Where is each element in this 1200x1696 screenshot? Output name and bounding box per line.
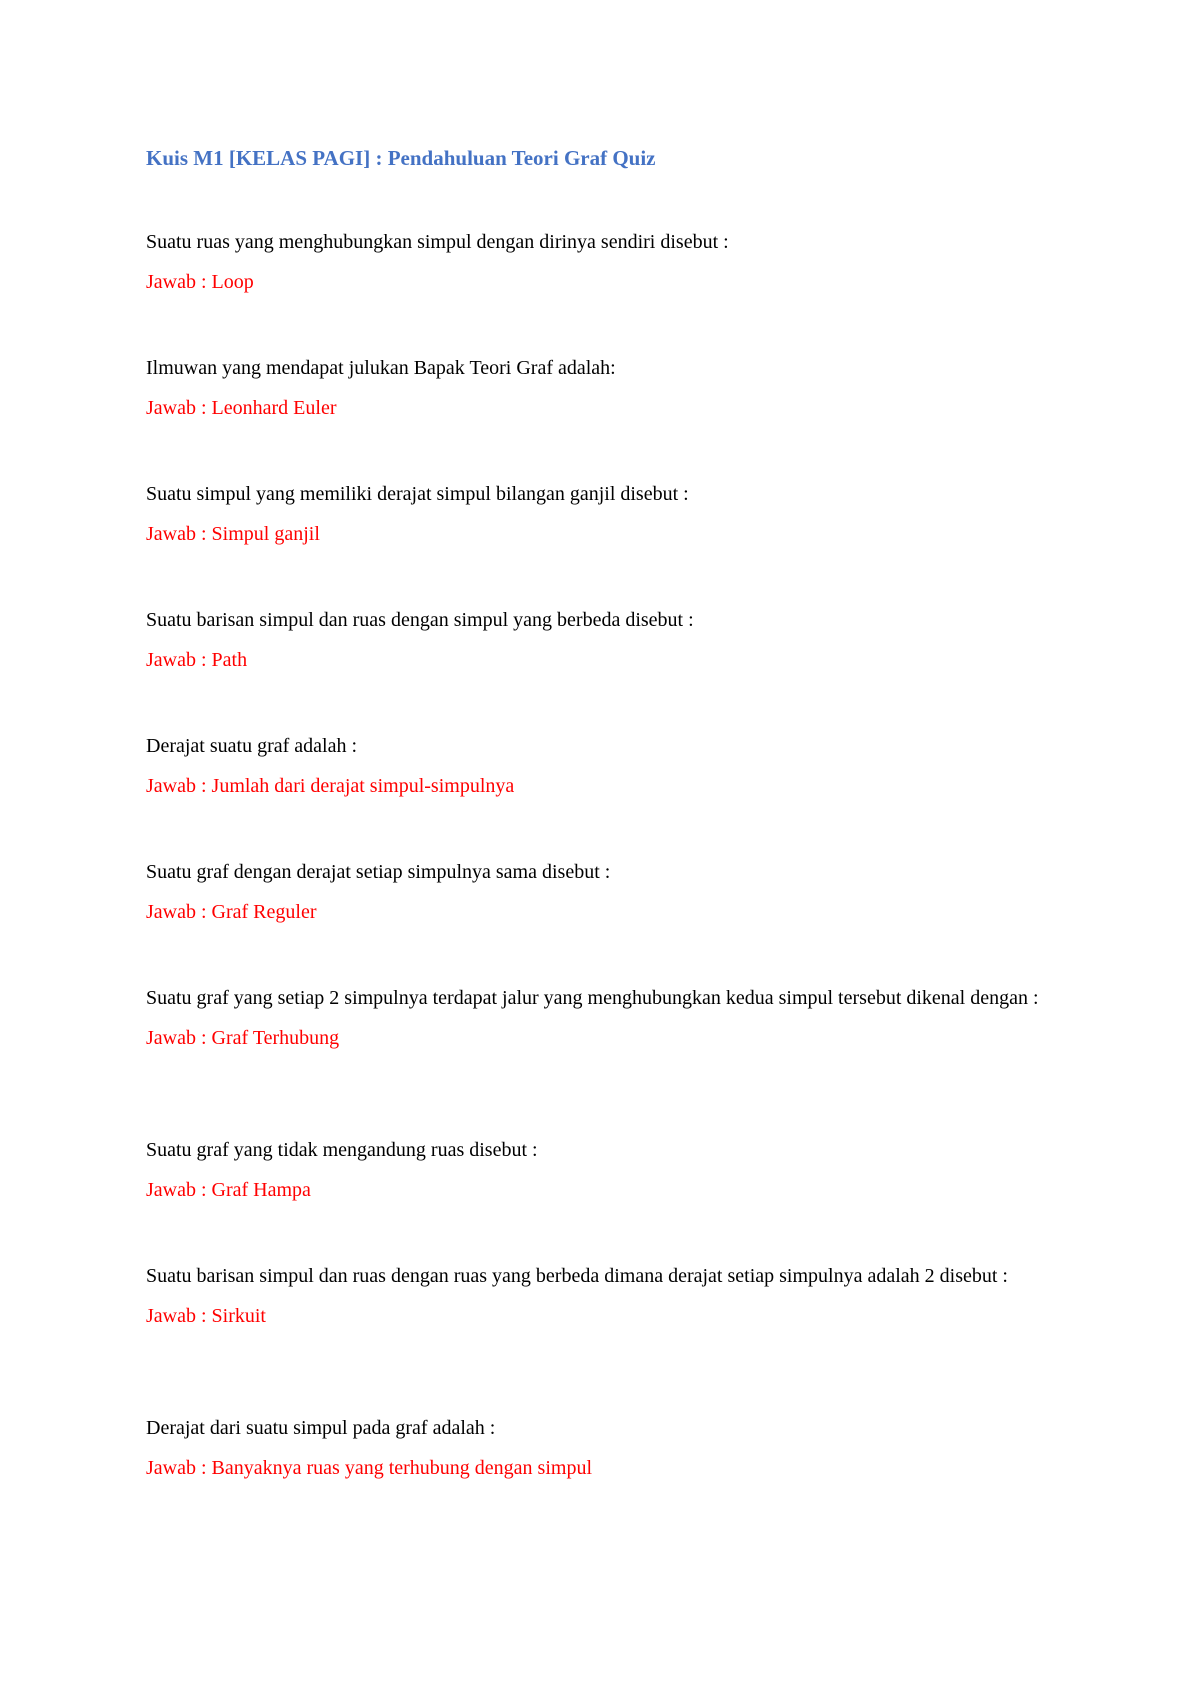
qa-item-2 xyxy=(146,355,1076,421)
answer-text: Jawab : Graf Hampa xyxy=(146,1179,311,1201)
answer-text: Jawab : Graf Reguler xyxy=(146,901,317,923)
question-text: Suatu graf dengan derajat setiap simpulnya sama disebut : xyxy=(146,861,611,883)
question-text: Derajat suatu graf adalah : xyxy=(146,735,358,757)
question-text: Suatu simpul yang memiliki derajat simpul bilangan ganjil disebut : xyxy=(146,483,689,505)
answer-text: Jawab : Banyaknya ruas yang terhubung dengan simpul xyxy=(146,1457,593,1479)
qa-item-3 xyxy=(146,481,1076,547)
answer-text: Jawab : Simpul ganjil xyxy=(146,523,320,545)
answer-text: Jawab : Graf Terhubung xyxy=(146,1027,340,1049)
qa-item-9 xyxy=(146,1263,1076,1329)
answer-text: Jawab : Sirkuit xyxy=(146,1305,266,1327)
answer-text: Jawab : Leonhard Euler xyxy=(146,397,337,419)
qa-item-1 xyxy=(146,229,1076,295)
document-title: Kuis M1 [KELAS PAGI] : Pendahuluan Teori Graf Quiz xyxy=(146,146,656,170)
qa-item-8 xyxy=(146,1137,1076,1203)
qa-item-10 xyxy=(146,1415,1076,1481)
question-text: Suatu barisan simpul dan ruas dengan simpul yang berbeda disebut : xyxy=(146,609,694,631)
document-page xyxy=(146,0,1076,1696)
qa-item-7 xyxy=(146,985,1076,1051)
answer-text: Jawab : Jumlah dari derajat simpul-simpulnya xyxy=(146,775,515,797)
question-text: Suatu graf yang tidak mengandung ruas disebut : xyxy=(146,1139,538,1161)
answer-text: Jawab : Path xyxy=(146,649,248,671)
question-text: Suatu barisan simpul dan ruas dengan ruas yang berbeda dimana derajat setiap simpulnya adalah 2 disebut : xyxy=(146,1265,1008,1287)
question-text: Suatu ruas yang menghubungkan simpul dengan dirinya sendiri disebut : xyxy=(146,231,729,253)
question-text: Derajat dari suatu simpul pada graf adalah : xyxy=(146,1417,496,1439)
qa-item-6 xyxy=(146,859,1076,925)
question-text: Ilmuwan yang mendapat julukan Bapak Teori Graf adalah: xyxy=(146,357,616,379)
question-text: Suatu graf yang setiap 2 simpulnya terdapat jalur yang menghubungkan kedua simpul tersebut dikenal dengan : xyxy=(146,987,1039,1009)
qa-item-5 xyxy=(146,733,1076,799)
answer-text: Jawab : Loop xyxy=(146,271,254,293)
qa-item-4 xyxy=(146,607,1076,673)
